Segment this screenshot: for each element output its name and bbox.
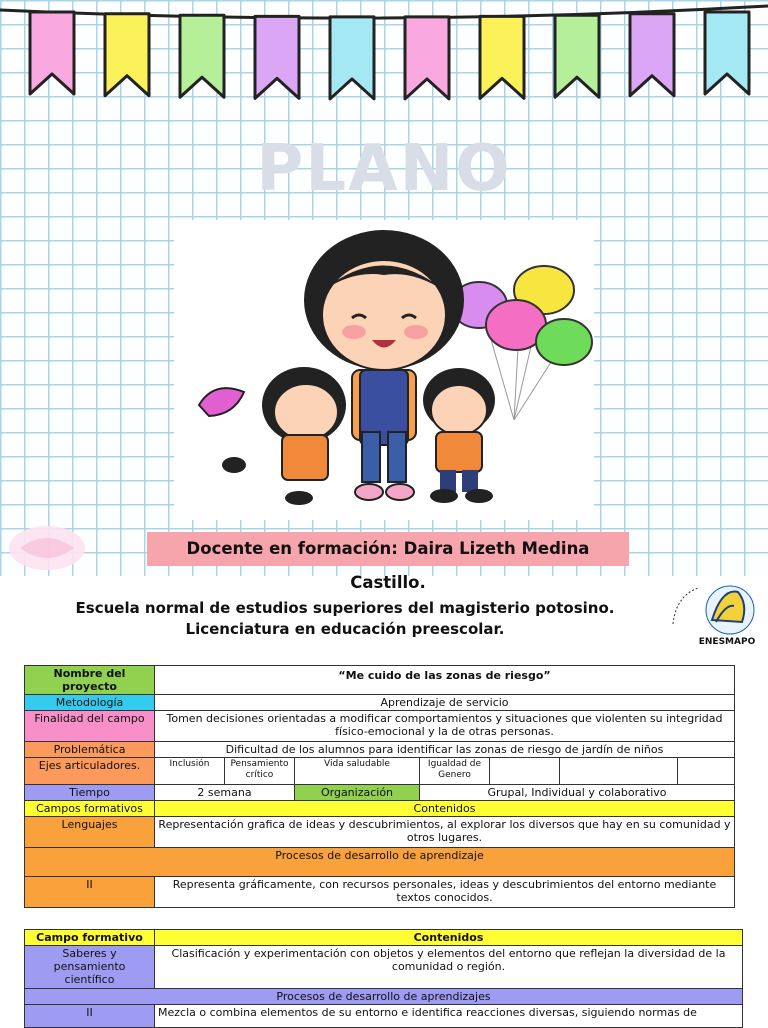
teacher-name-banner: Docente en formación: Daira Lizeth Medina Castillo.	[147, 532, 629, 566]
project-name-value: “Me cuido de las zonas de riesgo”	[155, 666, 735, 695]
problem-label: Problemática	[25, 742, 155, 758]
maestra-logo	[6, 522, 88, 578]
contents-label: Contenidos	[155, 801, 735, 817]
field-level-value: Mezcla o combina elementos de su entorno e identifica reacciones diversas, siguiendo normas de	[155, 1005, 743, 1028]
organization-label: Organización	[295, 785, 420, 801]
svg-text:ENESMAPO: ENESMAPO	[698, 637, 756, 647]
field-table	[24, 929, 743, 1028]
bunting-flag	[105, 14, 149, 96]
project-table	[24, 665, 735, 908]
bunting-flag	[30, 12, 74, 94]
field-process-label: Procesos de desarrollo de aprendizajes	[25, 989, 743, 1005]
bunting-flag	[405, 17, 449, 99]
bunting-flag	[480, 16, 524, 98]
bunting-flag	[330, 17, 374, 99]
axes-label: Ejes articuladores.	[25, 758, 155, 785]
level-value: Representa gráficamente, con recursos personales, ideas y descubrimientos del entorno mediante textos conocidos.	[155, 877, 735, 908]
methodology-label: Metodología	[25, 695, 155, 711]
axis-cell: Pensamiento crítico	[225, 758, 295, 785]
languages-label: Lenguajes	[25, 817, 155, 848]
axis-cell	[560, 758, 678, 785]
organization-value: Grupal, Individual y colaborativo	[420, 785, 735, 801]
faded-cover-title: PLANO	[256, 132, 512, 206]
time-label: Tiempo	[25, 785, 155, 801]
project-name-label: Nombre del proyecto	[25, 666, 155, 695]
bunting-flag	[630, 14, 674, 96]
languages-value: Representación grafica de ideas y descubrimientos, al explorar los diversos que hay en su comunidad y otros lugares.	[155, 817, 735, 848]
level-label: II	[25, 877, 155, 908]
purpose-label: Finalidad del campo	[25, 711, 155, 742]
knowledge-label: Saberes y pensamiento científico	[25, 946, 155, 989]
axis-cell: Vida saludable	[295, 758, 420, 785]
process-label: Procesos de desarrollo de aprendizaje	[25, 848, 735, 877]
axis-cell: Igualdad de Genero	[420, 758, 490, 785]
axis-cell	[678, 758, 735, 785]
methodology-value: Aprendizaje de servicio	[155, 695, 735, 711]
axis-cell	[490, 758, 560, 785]
field-contents-label: Contenidos	[155, 930, 743, 946]
bunting-garland	[0, 0, 768, 110]
problem-value: Dificultad de los alumnos para identificar las zonas de riesgo de jardín de niños	[155, 742, 735, 758]
enesmapo-logo	[668, 584, 758, 652]
teacher-and-children-illustration	[174, 220, 594, 520]
time-value: 2 semana	[155, 785, 295, 801]
knowledge-value: Clasificación y experimentación con objetos y elementos del entorno que reflejan la diversidad de la comunidad o región.	[155, 946, 743, 989]
bunting-flag	[180, 15, 224, 97]
fields-label: Campos formativos	[25, 801, 155, 817]
axis-cell: Inclusión	[155, 758, 225, 785]
bunting-flag	[705, 12, 749, 94]
bunting-flag	[255, 16, 299, 98]
field-label: Campo formativo	[25, 930, 155, 946]
bunting-flag	[555, 15, 599, 97]
field-level-label: II	[25, 1005, 155, 1028]
degree-name: Licenciatura en educación preescolar.	[185, 620, 505, 638]
school-header	[50, 598, 640, 640]
purpose-value: Tomen decisiones orientadas a modificar comportamientos y situaciones que violenten su integridad físico-emocional y la de otras personas.	[155, 711, 735, 742]
school-name: Escuela normal de estudios superiores del magisterio potosino.	[75, 599, 615, 617]
